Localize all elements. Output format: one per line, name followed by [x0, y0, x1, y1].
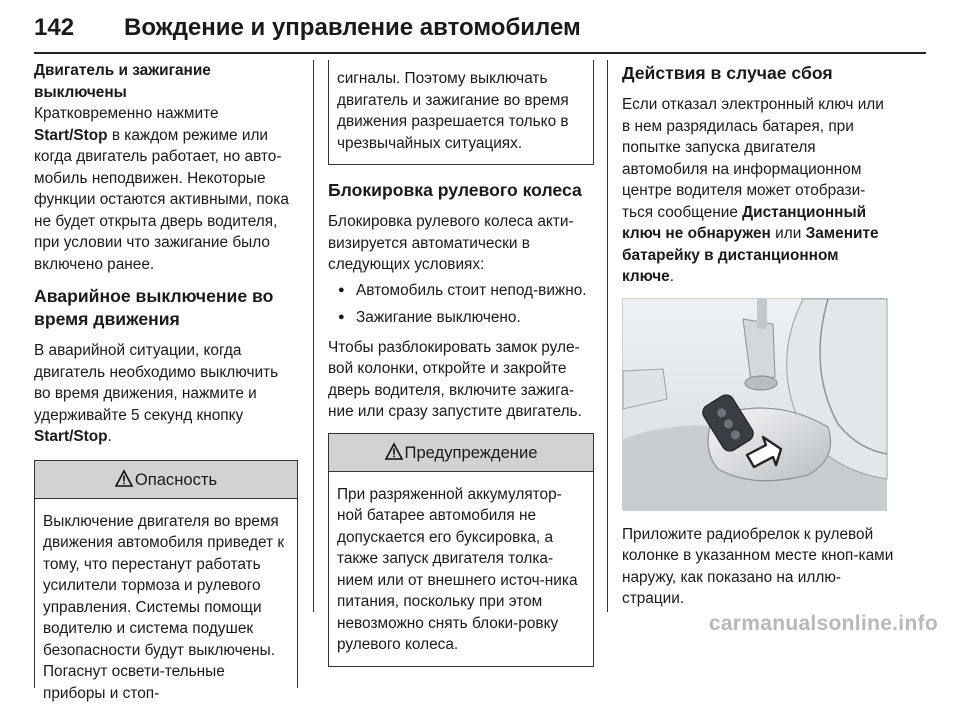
warning-triangle-icon	[385, 443, 403, 460]
list-item	[328, 280, 594, 302]
paragraph-text: В аварийной ситуации, когда двигатель необходимо выключить во время движения, нажмите и удерживайте 5 секунд кнопку	[34, 342, 278, 424]
paragraph-steering-lock: Блокировка рулевого колеса акти-визируется автоматически в следующих условиях:	[328, 211, 594, 276]
paragraph-lead: Двигатель и зажигание выключены	[34, 62, 211, 101]
danger-box-body: Выключение двигателя во время движения автомобиля приведет к тому, что перестанут работать усилители тормоза и рулевого управления. Системы помощи водителю и система подушек безопасности будут выключены. Погаснут освети-тельные приборы и стоп-	[35, 499, 297, 714]
paragraph-end: .	[670, 268, 674, 285]
conditions-list	[328, 280, 594, 329]
page-number: 142	[34, 14, 74, 42]
button-name-start-stop: Start/Stop	[34, 127, 108, 144]
list-item-text: Автомобиль стоит непод-вижно.	[356, 280, 594, 302]
heading-failure-actions: Действия в случае сбоя	[622, 62, 894, 85]
key-fob-on-steering-column-image	[623, 299, 887, 511]
warning-box-header	[329, 434, 593, 472]
warning-box-body: При разряженной аккумулятор-ной батарее автомобиля не допускается его буксировка, а также запуск двигателя толка-нием или от внешнего источ-ника питания, поскольку при этом невозможно снять блоки-ровку рулевого колеса.	[329, 472, 593, 666]
paragraph-text: или	[771, 225, 806, 242]
column-divider-1	[313, 60, 314, 612]
steering-column-illustration	[622, 298, 886, 510]
column-divider-2	[607, 60, 608, 612]
paragraph-emergency	[34, 340, 298, 448]
watermark: carmanualsonline.info	[709, 612, 938, 636]
paragraph-engine-off	[34, 60, 298, 275]
paragraph-text: Если отказал электронный ключ или в нем разрядилась батарея, при попытке запуска двигателя автомобиля на информационном центре водителя может отобрази-ться сообщение	[622, 96, 884, 221]
warning-box	[328, 433, 594, 667]
paragraph-unlock: Чтобы разблокировать замок руле-вой колонки, откройте и закройте дверь водителя, включите зажига-ние или сразу запустите двигатель.	[328, 337, 594, 423]
list-item-text: Зажигание выключено.	[356, 307, 594, 329]
heading-emergency-shutdown: Аварийное выключение во время движения	[34, 285, 298, 331]
paragraph-text: в каждом режиме или когда двигатель работает, но авто-мобиль неподвижен. Некоторые функции остаются активными, пока не будет открыта дверь водителя, при условии что зажигание было включено ранее.	[34, 127, 289, 273]
paragraph-place-key: Приложите радиобрелок к рулевой колонке в указанном месте кноп-ками наружу, как показано на иллю-страции.	[622, 524, 894, 610]
column-3	[622, 60, 894, 620]
danger-box-header	[35, 461, 297, 499]
bullet: ●	[328, 280, 356, 302]
list-item	[328, 307, 594, 329]
paragraph-text: Кратковременно нажмите	[34, 105, 219, 122]
page-header	[34, 14, 926, 54]
message-replace-battery: Замените батарейку в дистанционном ключе	[622, 225, 879, 285]
message-key-not-detected: Дистанционный ключ не обнаружен	[622, 204, 866, 243]
column-2	[328, 60, 594, 667]
danger-box-continued	[328, 60, 594, 165]
button-name-start-stop: Start/Stop	[34, 428, 108, 445]
column-1	[34, 60, 298, 688]
warning-box-title: Предупреждение	[405, 443, 538, 462]
bullet: ●	[328, 307, 356, 329]
danger-box-title: Опасность	[135, 470, 217, 489]
danger-box-continued-body: сигналы. Поэтому выключать двигатель и зажигание во время движения разрешается только в чрезвычайных ситуациях.	[329, 60, 593, 164]
danger-box	[34, 460, 298, 688]
paragraph-key-failure	[622, 94, 894, 288]
warning-triangle-icon	[115, 470, 133, 487]
heading-steering-lock: Блокировка рулевого колеса	[328, 179, 594, 202]
page-title: Вождение и управление автомобилем	[124, 14, 581, 42]
paragraph-end: .	[108, 428, 112, 445]
